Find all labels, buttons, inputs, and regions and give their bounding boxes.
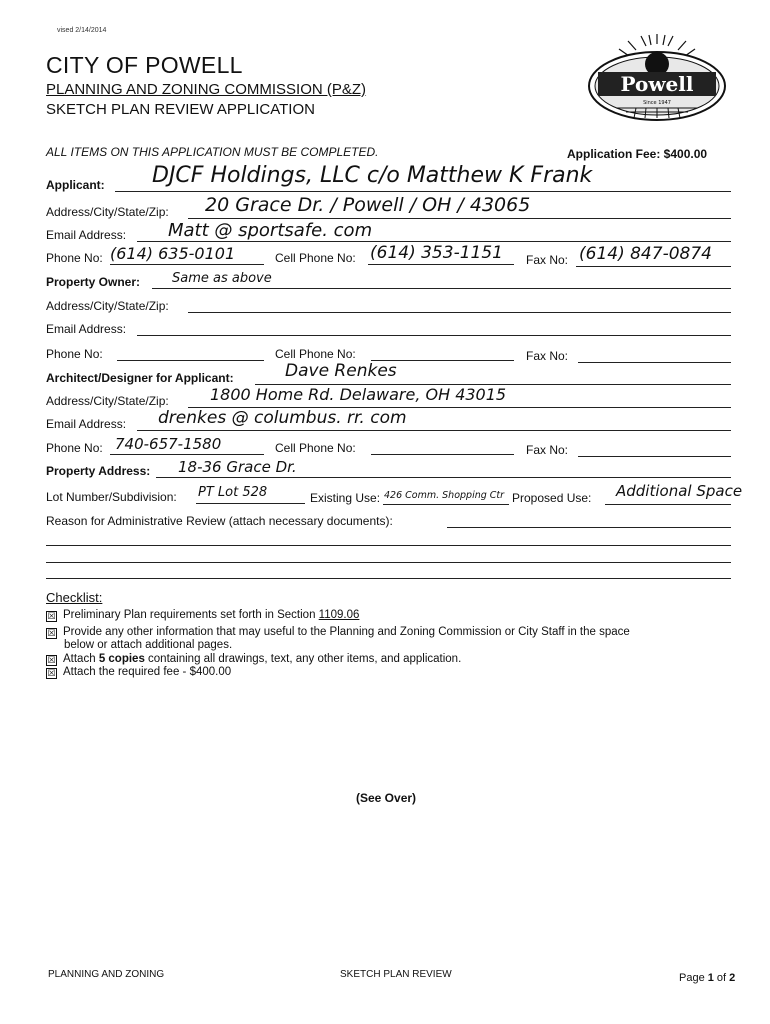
applicant-cell-value[interactable]: (614) 353-1151 [370, 243, 503, 263]
architect-email-value[interactable]: drenkes @ columbus. rr. com [158, 408, 407, 428]
reason-line-3[interactable] [46, 562, 731, 563]
proposed-use-label: Proposed Use: [512, 491, 592, 505]
checkbox-checked[interactable]: ☒ [47, 655, 56, 665]
applicant-email-line [137, 241, 731, 242]
owner-fax-line[interactable] [578, 362, 731, 363]
applicant-address-label: Address/City/State/Zip: [46, 205, 169, 219]
reason-line-4[interactable] [46, 578, 731, 579]
footer-left: PLANNING AND ZONING [48, 969, 165, 980]
owner-address-line[interactable] [188, 312, 731, 313]
footer-center: SKETCH PLAN REVIEW [340, 969, 452, 980]
lot-label: Lot Number/Subdivision: [46, 490, 177, 504]
property-owner-label: Property Owner: [46, 275, 141, 289]
owner-fax-label: Fax No: [526, 349, 569, 363]
architect-cell-label: Cell Phone No: [275, 441, 356, 455]
applicant-cell-label: Cell Phone No: [275, 251, 356, 265]
architect-address-label: Address/City/State/Zip: [46, 394, 169, 408]
revision-date: vised 2/14/2014 [57, 27, 107, 34]
commission-title: PLANNING AND ZONING COMMISSION (P&Z) [46, 81, 367, 98]
checklist-item: ☒ Attach the required fee - $400.00 [47, 666, 232, 678]
completion-notice: ALL ITEMS ON THIS APPLICATION MUST BE COMPLETED. [46, 145, 379, 159]
architect-fax-label: Fax No: [526, 443, 569, 457]
logo-subtext: Since 1947 [643, 100, 671, 106]
existing-use-value[interactable]: 426 Comm. Shopping Ctr [384, 490, 505, 501]
architect-label: Architect/Designer for Applicant: [46, 371, 234, 385]
existing-use-label: Existing Use: [310, 491, 381, 505]
property-owner-value[interactable]: Same as above [172, 271, 272, 286]
architect-value[interactable]: Dave Renkes [285, 361, 397, 381]
architect-phone-line [110, 454, 264, 455]
property-address-label: Property Address: [46, 464, 151, 478]
reason-line-2[interactable] [46, 545, 731, 546]
applicant-cell-line [368, 264, 514, 265]
property-owner-line [152, 288, 731, 289]
applicant-fax-label: Fax No: [526, 253, 569, 267]
owner-email-label: Email Address: [46, 322, 127, 336]
applicant-label: Applicant: [46, 178, 105, 192]
applicant-phone-line [110, 264, 264, 265]
checklist-item: ☒ Attach 5 copies containing all drawings, text, any other items, and application. [47, 653, 462, 665]
reason-label: Reason for Administrative Review (attach necessary documents): [46, 514, 393, 528]
architect-email-label: Email Address: [46, 417, 127, 431]
checklist-item: ☒ Provide any other information that may useful to the Planning and Zoning Commission or City Staff in the space [47, 626, 630, 638]
architect-address-value[interactable]: 1800 Home Rd. Delaware, OH 43015 [210, 385, 507, 404]
checkbox-checked[interactable]: ☒ [47, 668, 56, 678]
owner-phone-line[interactable] [117, 360, 264, 361]
applicant-fax-line [576, 266, 731, 267]
checklist-title: Checklist: [46, 590, 103, 605]
proposed-use-line [605, 504, 731, 505]
applicant-line [115, 191, 731, 192]
applicant-address-line [188, 218, 731, 219]
applicant-phone-value[interactable]: (614) 635-0101 [110, 244, 236, 263]
owner-email-line[interactable] [137, 335, 731, 336]
architect-phone-value[interactable]: 740-657-1580 [115, 435, 222, 453]
owner-cell-label: Cell Phone No: [275, 347, 356, 361]
checkbox-checked[interactable]: ☒ [47, 628, 56, 638]
existing-use-line [383, 504, 509, 505]
checkbox-checked[interactable]: ☒ [47, 611, 56, 621]
property-address-line [156, 477, 731, 478]
applicant-email-value[interactable]: Matt @ sportsafe. com [168, 220, 373, 241]
property-address-value[interactable]: 18-36 Grace Dr. [178, 458, 297, 476]
applicant-email-label: Email Address: [46, 228, 127, 242]
form-subtitle: SKETCH PLAN REVIEW APPLICATION [46, 101, 315, 118]
page-number: Page 1 of 2 [679, 972, 736, 984]
architect-phone-label: Phone No: [46, 441, 103, 455]
application-fee: Application Fee: $400.00 [567, 147, 708, 161]
applicant-phone-label: Phone No: [46, 251, 103, 265]
logo-text: Powell [620, 72, 694, 96]
powell-logo [586, 34, 728, 126]
city-title: CITY OF POWELL [46, 52, 243, 78]
see-over: (See Over) [356, 791, 417, 805]
checklist-item-continued: below or attach additional pages. [64, 639, 233, 651]
reason-line-1[interactable] [447, 527, 731, 528]
architect-email-line [137, 430, 731, 431]
lot-line [196, 503, 305, 504]
lot-value[interactable]: PT Lot 528 [198, 485, 268, 500]
applicant-address-value[interactable]: 20 Grace Dr. / Powell / OH / 43065 [205, 194, 531, 216]
proposed-use-value[interactable]: Additional Space [616, 482, 743, 500]
checklist-item: ☒ Preliminary Plan requirements set forth in Section 1109.06 [47, 609, 360, 621]
owner-address-label: Address/City/State/Zip: [46, 299, 169, 313]
owner-phone-label: Phone No: [46, 347, 103, 361]
architect-cell-line[interactable] [371, 454, 514, 455]
applicant-fax-value[interactable]: (614) 847-0874 [579, 244, 712, 264]
applicant-value[interactable]: DJCF Holdings, LLC c/o Matthew K Frank [152, 163, 593, 188]
architect-fax-line[interactable] [578, 456, 731, 457]
